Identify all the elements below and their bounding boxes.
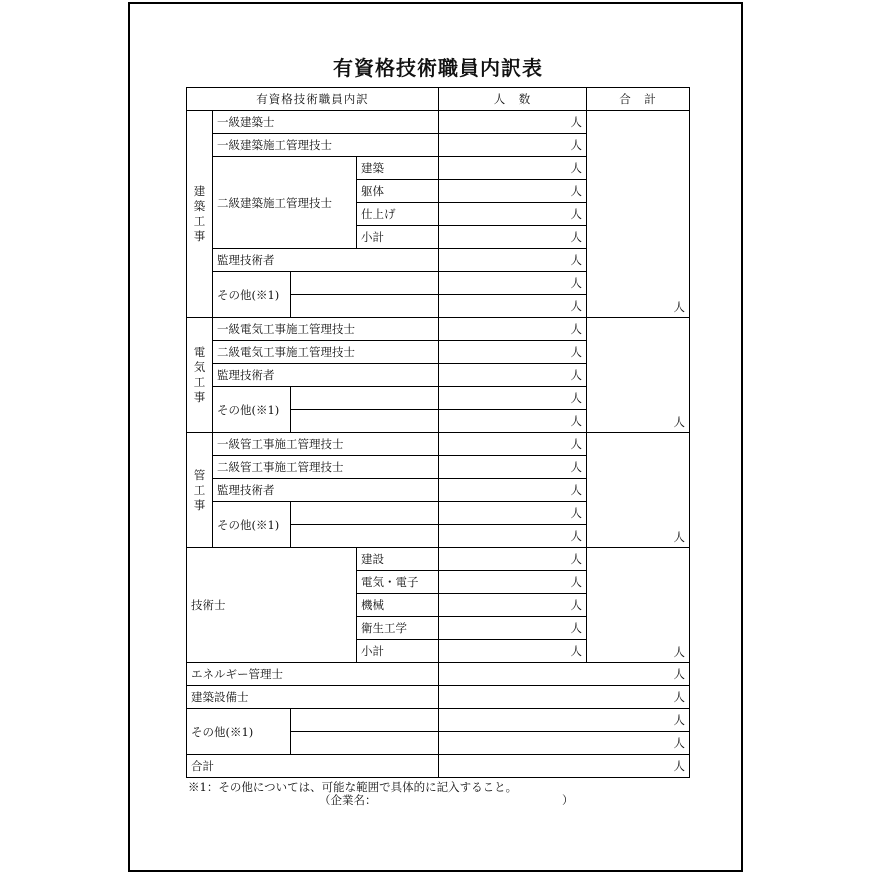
grand-total-cell[interactable]: 人 (439, 755, 690, 778)
count-cell[interactable]: 人 (439, 571, 587, 594)
count-cell[interactable]: 人 (439, 364, 587, 387)
table-row (187, 548, 690, 571)
other-specify-field[interactable] (291, 709, 439, 732)
count-cell[interactable]: 人 (439, 433, 587, 456)
count-cell[interactable]: 人 (439, 295, 587, 318)
row-label: その他(※1) (213, 272, 291, 318)
header-count: 人 数 (439, 88, 587, 111)
sub-label: 建築 (357, 157, 439, 180)
table-row (187, 686, 690, 709)
total-cell[interactable]: 人 (587, 548, 690, 663)
form-title: 有資格技術職員内訳表 (333, 56, 543, 80)
other-specify-field[interactable] (291, 410, 439, 433)
count-cell[interactable]: 人 (439, 249, 587, 272)
other-specify-field[interactable] (291, 525, 439, 548)
row-label: その他(※1) (213, 387, 291, 433)
footnote: ※1：その他については、可能な範囲で具体的に記入すること。 (188, 780, 518, 794)
count-cell[interactable]: 人 (439, 341, 587, 364)
row-label: 二級管工事施工管理技士 (213, 456, 439, 479)
row-label: 一級建築施工管理技士 (213, 134, 439, 157)
row-label: 建築設備士 (187, 686, 439, 709)
total-cell[interactable]: 人 (439, 663, 690, 686)
table-row (187, 318, 690, 341)
total-cell[interactable]: 人 (439, 686, 690, 709)
count-cell[interactable]: 人 (439, 640, 587, 663)
sub-label: 機械 (357, 594, 439, 617)
table-row (187, 663, 690, 686)
count-cell[interactable]: 人 (439, 272, 587, 295)
table-row (187, 111, 690, 134)
total-cell[interactable]: 人 (439, 709, 690, 732)
sub-label: 小計 (357, 226, 439, 249)
header-total: 合 計 (587, 88, 690, 111)
sub-label: 衛生工学 (357, 617, 439, 640)
count-cell[interactable]: 人 (439, 456, 587, 479)
other-specify-field[interactable] (291, 732, 439, 755)
header-breakdown: 有資格技術職員内訳 (187, 88, 439, 111)
total-cell[interactable]: 人 (587, 111, 690, 318)
other-specify-field[interactable] (291, 295, 439, 318)
table-row (187, 709, 690, 732)
count-cell[interactable]: 人 (439, 157, 587, 180)
count-cell[interactable]: 人 (439, 525, 587, 548)
count-cell[interactable]: 人 (439, 410, 587, 433)
sub-label: 建設 (357, 548, 439, 571)
row-label: 二級電気工事施工管理技士 (213, 341, 439, 364)
header-row (187, 88, 690, 111)
sub-label: 電気・電子 (357, 571, 439, 594)
other-specify-field[interactable] (291, 272, 439, 295)
company-label: （企業名： (319, 793, 377, 807)
count-cell[interactable]: 人 (439, 548, 587, 571)
count-cell[interactable]: 人 (439, 180, 587, 203)
row-label: その他(※1) (213, 502, 291, 548)
count-cell[interactable]: 人 (439, 203, 587, 226)
count-cell[interactable]: 人 (439, 617, 587, 640)
count-cell[interactable]: 人 (439, 387, 587, 410)
row-label: 一級電気工事施工管理技士 (213, 318, 439, 341)
sub-label: 小計 (357, 640, 439, 663)
table-row (187, 433, 690, 456)
row-label: 二級建築施工管理技士 (213, 157, 357, 249)
count-cell[interactable]: 人 (439, 134, 587, 157)
category-kan: 管 工 事 (187, 433, 213, 548)
row-label: その他(※1) (187, 709, 291, 755)
total-cell[interactable]: 人 (439, 732, 690, 755)
table-row (187, 755, 690, 778)
total-cell[interactable]: 人 (587, 433, 690, 548)
row-label: 一級管工事施工管理技士 (213, 433, 439, 456)
sub-label: 躯体 (357, 180, 439, 203)
row-label: 技術士 (187, 548, 357, 663)
row-label: 監理技術者 (213, 479, 439, 502)
other-specify-field[interactable] (291, 502, 439, 525)
category-kenchiku: 建 築 工 事 (187, 111, 213, 318)
sub-label: 仕上げ (357, 203, 439, 226)
company-name-field[interactable] (319, 792, 574, 808)
total-cell[interactable]: 人 (587, 318, 690, 433)
other-specify-field[interactable] (291, 387, 439, 410)
count-cell[interactable]: 人 (439, 594, 587, 617)
row-label: 監理技術者 (213, 364, 439, 387)
count-cell[interactable]: 人 (439, 111, 587, 134)
row-label: 一級建築士 (213, 111, 439, 134)
count-cell[interactable]: 人 (439, 502, 587, 525)
row-label: エネルギー管理士 (187, 663, 439, 686)
qualified-staff-table (186, 87, 690, 778)
row-label: 合計 (187, 755, 439, 778)
count-cell[interactable]: 人 (439, 226, 587, 249)
company-close: ） (562, 793, 574, 807)
count-cell[interactable]: 人 (439, 318, 587, 341)
row-label: 監理技術者 (213, 249, 439, 272)
category-denki: 電 気 工 事 (187, 318, 213, 433)
count-cell[interactable]: 人 (439, 479, 587, 502)
